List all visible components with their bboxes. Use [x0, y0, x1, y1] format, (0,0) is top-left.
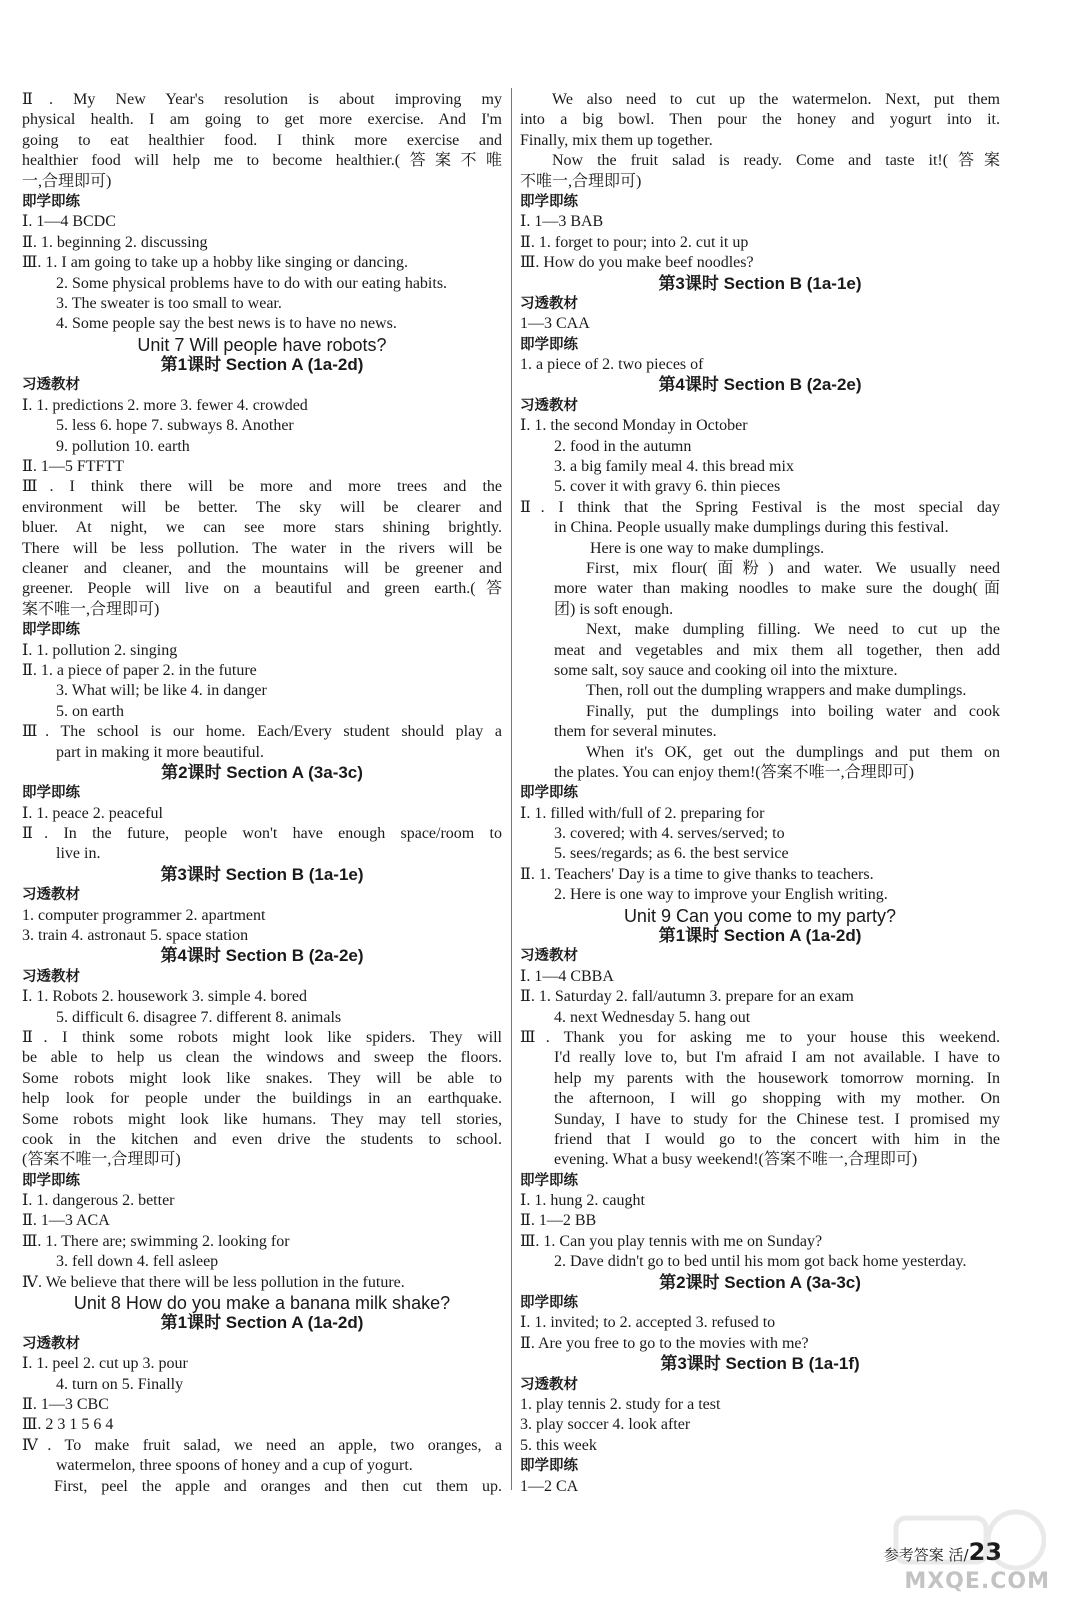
text-line: Ⅰ. 1. hung 2. caught: [520, 1192, 645, 1210]
text-line: meat and vegetables and mix them all together, then add: [554, 641, 1000, 659]
left-column: [22, 90, 502, 1497]
text-line: Ⅱ. I think that the Spring Festival is the most special day: [520, 498, 1000, 516]
watermark-text: MXQE.COM: [904, 1569, 1050, 1594]
text-line: Ⅱ. Are you free to go to the movies with me?: [520, 1334, 809, 1352]
text-line: Ⅰ. 1. Robots 2. housework 3. simple 4. bored: [22, 988, 307, 1006]
section-heading: 第3课时 Section B (1a-1e): [160, 864, 364, 884]
text-line: Ⅱ. My New Year's resolution is about improving my: [22, 91, 502, 108]
text-line: healthier food will help me to become healthier.(答案不唯: [22, 152, 502, 170]
text-line: Ⅲ. Thank you for asking me to your house this weekend.: [520, 1028, 1000, 1046]
text-line: Ⅲ. I think there will be more and more trees and the: [22, 478, 502, 496]
text-line: physical health. I am going to get more exercise. And I'm: [22, 111, 502, 129]
text-line: help look for people under the buildings in an earthquake.: [22, 1090, 502, 1108]
text-line: be able to help us clean the windows and sweep the floors.: [22, 1049, 502, 1067]
text-line: 5. cover it with gravy 6. thin pieces: [554, 478, 781, 496]
text-line: Sunday, I have to study for the Chinese test. I promised my: [554, 1110, 1000, 1128]
text-line: 5. on earth: [56, 702, 124, 720]
text-line: Then, roll out the dumpling wrappers and make dumplings.: [586, 682, 967, 700]
subsection-label: 即学即练: [520, 1295, 578, 1312]
text-line: 5. sees/regards; as 6. the best service: [554, 845, 789, 863]
text-line: 3. The sweater is too small to wear.: [56, 294, 282, 312]
text-line: 2. food in the autumn: [554, 437, 692, 455]
text-line: Ⅱ. I think some robots might look like spiders. They will: [22, 1028, 502, 1046]
text-line: Ⅰ. 1. dangerous 2. better: [22, 1192, 175, 1210]
text-line: 2. Here is one way to improve your English writing.: [554, 886, 888, 904]
text-line: 4. turn on 5. Finally: [56, 1375, 184, 1393]
text-line: 2. Some physical problems have to do with our eating habits.: [56, 274, 448, 292]
text-line: Some robots might look like humans. They may tell stories,: [22, 1110, 502, 1128]
section-heading: Unit 7 Will people have robots?: [137, 334, 387, 355]
subsection-label: 即学即练: [22, 785, 80, 802]
section-heading: 第3课时 Section B (1a-1e): [658, 273, 862, 293]
text-line: 5. this week: [520, 1436, 597, 1454]
text-line: 案不唯一,合理即可): [22, 600, 160, 618]
text-line: When it's OK, get out the dumplings and put them on: [586, 743, 1000, 761]
text-line: 3. train 4. astronaut 5. space station: [22, 927, 249, 945]
subsection-label: 习透教材: [22, 887, 80, 904]
text-line: live in.: [56, 845, 101, 863]
text-line: evening. What a busy weekend!(答案不唯一,合理即可): [554, 1151, 918, 1169]
text-line: Ⅱ. 1. forget to pour; into 2. cut it up: [520, 233, 749, 251]
text-line: Now the fruit salad is ready. Come and taste it!(答案: [552, 152, 1000, 170]
subsection-label: 即学即练: [22, 193, 80, 210]
text-line: 不唯一,合理即可): [520, 172, 642, 190]
text-line: going to eat healthier food. I think more exercise and: [22, 131, 502, 149]
text-line: Ⅰ. 1. pollution 2. singing: [22, 641, 178, 659]
text-line: the afternoon, I will go shopping with my mother. On: [554, 1090, 1000, 1108]
section-heading: Unit 8 How do you make a banana milk shake?: [73, 1293, 451, 1314]
text-line: the plates. You can enjoy them!(答案不唯一,合理即可): [554, 763, 914, 781]
section-heading: 第4课时 Section B (2a-2e): [658, 375, 862, 395]
text-line: 2. Dave didn't go to bed until his mom got back home yesterday.: [554, 1253, 967, 1271]
text-line: them for several minutes.: [554, 723, 717, 741]
text-line: First, peel the apple and oranges and then cut them up.: [54, 1477, 502, 1495]
text-line: First, mix flour(面粉) and water. We usually need: [586, 559, 1000, 577]
text-line: some salt, soy sauce and cooking oil into the mixture.: [554, 661, 898, 679]
text-line: 3. a big family meal 4. this bread mix: [554, 458, 794, 476]
section-heading: Unit 9 Can you come to my party?: [623, 905, 897, 926]
text-line: Ⅰ. 1. peel 2. cut up 3. pour: [22, 1355, 188, 1373]
text-line: Ⅲ. 1. I am going to take up a hobby like singing or dancing.: [22, 254, 409, 272]
text-line: Some robots might look like snakes. They will be able to: [22, 1069, 502, 1087]
text-line: environment will be better. The sky will be clearer and: [22, 498, 502, 516]
subsection-label: 习透教材: [22, 377, 80, 394]
text-line: Ⅰ. 1—4 BCDC: [22, 213, 116, 231]
text-line: watermelon, three spoons of honey and a cup of yogurt.: [56, 1457, 413, 1475]
text-line: 9. pollution 10. earth: [56, 437, 190, 455]
section-heading: 第3课时 Section B (1a-1f): [660, 1354, 860, 1374]
text-line: 一,合理即可): [22, 172, 112, 190]
section-heading: 第1课时 Section A (1a-2d): [160, 1313, 364, 1333]
section-heading: 第2课时 Section A (3a-3c): [659, 1272, 861, 1292]
subsection-label: 即学即练: [22, 622, 80, 639]
text-line: Ⅰ. 1—4 CBBA: [520, 967, 614, 985]
text-line: friend that I would go to the concert with him in the: [554, 1130, 1000, 1148]
text-line: 4. Some people say the best news is to have no news.: [56, 315, 397, 333]
text-line: Ⅰ. 1. the second Monday in October: [520, 417, 748, 435]
text-line: greener. People will live on a beautiful and green earth.(答: [22, 580, 502, 598]
text-line: I'd really love to, but I'm afraid I am not available. I have to: [554, 1049, 1000, 1067]
text-line: 5. difficult 6. disagree 7. different 8. animals: [56, 1008, 342, 1026]
text-line: (答案不唯一,合理即可): [22, 1151, 181, 1169]
page-number: 23: [968, 1538, 1002, 1566]
text-line: Ⅰ. 1. filled with/full of 2. preparing for: [520, 804, 765, 822]
text-line: Ⅰ. 1—3 BAB: [520, 213, 604, 231]
text-line: 4. next Wednesday 5. hang out: [554, 1008, 751, 1026]
text-line: Ⅲ. 2 3 1 5 6 4: [22, 1416, 114, 1434]
subsection-label: 即学即练: [520, 1172, 578, 1189]
text-line: 1. computer programmer 2. apartment: [22, 906, 266, 924]
text-line: Ⅱ. 1. Saturday 2. fall/autumn 3. prepare for an exam: [520, 988, 854, 1006]
footer-label: 参考答案: [883, 1546, 944, 1564]
text-line: Ⅰ. 1. invited; to 2. accepted 3. refused to: [520, 1314, 776, 1332]
text-line: into a big bowl. Then pour the honey and yogurt into it.: [520, 111, 1000, 129]
text-line: 团) is soft enough.: [554, 600, 674, 618]
text-line: Ⅱ. 1. Teachers' Day is a time to give thanks to teachers.: [520, 865, 874, 883]
text-line: Ⅱ. 1—2 BB: [520, 1212, 597, 1230]
subsection-label: 习透教材: [520, 397, 578, 414]
text-line: 1. play tennis 2. study for a test: [520, 1396, 721, 1413]
text-line: Finally, put the dumplings into boiling water and cook: [586, 702, 1000, 720]
text-line: Ⅱ. 1. a piece of paper 2. in the future: [22, 661, 257, 679]
text-line: Ⅲ. How do you make beef noodles?: [520, 254, 754, 272]
subsection-label: 即学即练: [520, 1458, 578, 1475]
subsection-label: 习透教材: [520, 1376, 578, 1393]
text-line: Ⅰ. 1. peace 2. peaceful: [22, 804, 163, 822]
text-line: Ⅱ. 1—3 ACA: [22, 1212, 110, 1230]
text-line: bluer. At night, we can see more stars shining brightly.: [22, 519, 502, 537]
section-heading: 第4课时 Section B (2a-2e): [160, 946, 364, 966]
section-heading: 第2课时 Section A (3a-3c): [161, 762, 363, 782]
text-line: 1—2 CA: [520, 1477, 579, 1495]
section-heading: 第1课时 Section A (1a-2d): [160, 355, 364, 375]
subsection-label: 即学即练: [520, 336, 578, 353]
subsection-label: 习透教材: [520, 295, 578, 312]
text-line: Ⅱ. In the future, people won't have enough space/room to: [22, 825, 502, 843]
column-divider: [511, 88, 512, 1490]
text-line: 1. a piece of 2. two pieces of: [520, 356, 704, 374]
text-line: Ⅳ. We believe that there will be less pollution in the future.: [22, 1273, 405, 1291]
text-line: Ⅱ. 1—3 CBC: [22, 1396, 109, 1413]
text-line: 3. What will; be like 4. in danger: [56, 682, 267, 700]
text-line: There will be less pollution. The water in the rivers will be: [22, 539, 502, 557]
text-line: in China. People usually make dumplings during this festival.: [554, 519, 949, 537]
text-line: help my parents with the housework tomorrow morning. In: [554, 1069, 1000, 1087]
text-line: 3. fell down 4. fell asleep: [56, 1253, 219, 1271]
text-line: Next, make dumpling filling. We need to cut up the: [586, 621, 1000, 639]
subsection-label: 即学即练: [520, 785, 578, 802]
text-line: Ⅳ. To make fruit salad, we need an apple, two oranges, a: [22, 1436, 502, 1454]
subsection-label: 习透教材: [22, 1335, 80, 1352]
footer-book: 活/: [948, 1546, 969, 1564]
subsection-label: 习透教材: [520, 948, 578, 965]
section-heading: 第1课时 Section A (1a-2d): [658, 926, 862, 946]
text-line: 1—3 CAA: [520, 315, 590, 333]
text-line: Finally, mix them up together.: [520, 131, 713, 149]
text-line: Ⅱ. 1. beginning 2. discussing: [22, 233, 208, 251]
text-line: We also need to cut up the watermelon. Next, put them: [552, 91, 1000, 108]
text-line: cook in the kitchen and even drive the students to school.: [22, 1130, 502, 1148]
text-line: Ⅲ. 1. Can you play tennis with me on Sunday?: [520, 1232, 823, 1250]
text-line: 3. play soccer 4. look after: [520, 1416, 691, 1434]
text-line: Ⅰ. 1. predictions 2. more 3. fewer 4. crowded: [22, 396, 308, 414]
text-line: 3. covered; with 4. serves/served; to: [554, 825, 785, 843]
text-line: more water than making noodles to make sure the dough(面: [554, 580, 1000, 598]
text-line: cleaner and cleaner, and the mountains will be greener and: [22, 559, 502, 577]
right-column: [520, 90, 1000, 1497]
text-line: Ⅲ. The school is our home. Each/Every student should play a: [22, 723, 502, 741]
text-line: 5. less 6. hope 7. subways 8. Another: [56, 417, 294, 435]
text-line: Here is one way to make dumplings.: [590, 539, 825, 557]
subsection-label: 习透教材: [22, 968, 80, 985]
subsection-label: 即学即练: [520, 193, 578, 210]
text-line: Ⅲ. 1. There are; swimming 2. looking for: [22, 1232, 290, 1250]
text-line: Ⅱ. 1—5 FTFTT: [22, 458, 124, 476]
subsection-label: 即学即练: [22, 1172, 80, 1189]
text-line: part in making it more beautiful.: [56, 743, 264, 761]
